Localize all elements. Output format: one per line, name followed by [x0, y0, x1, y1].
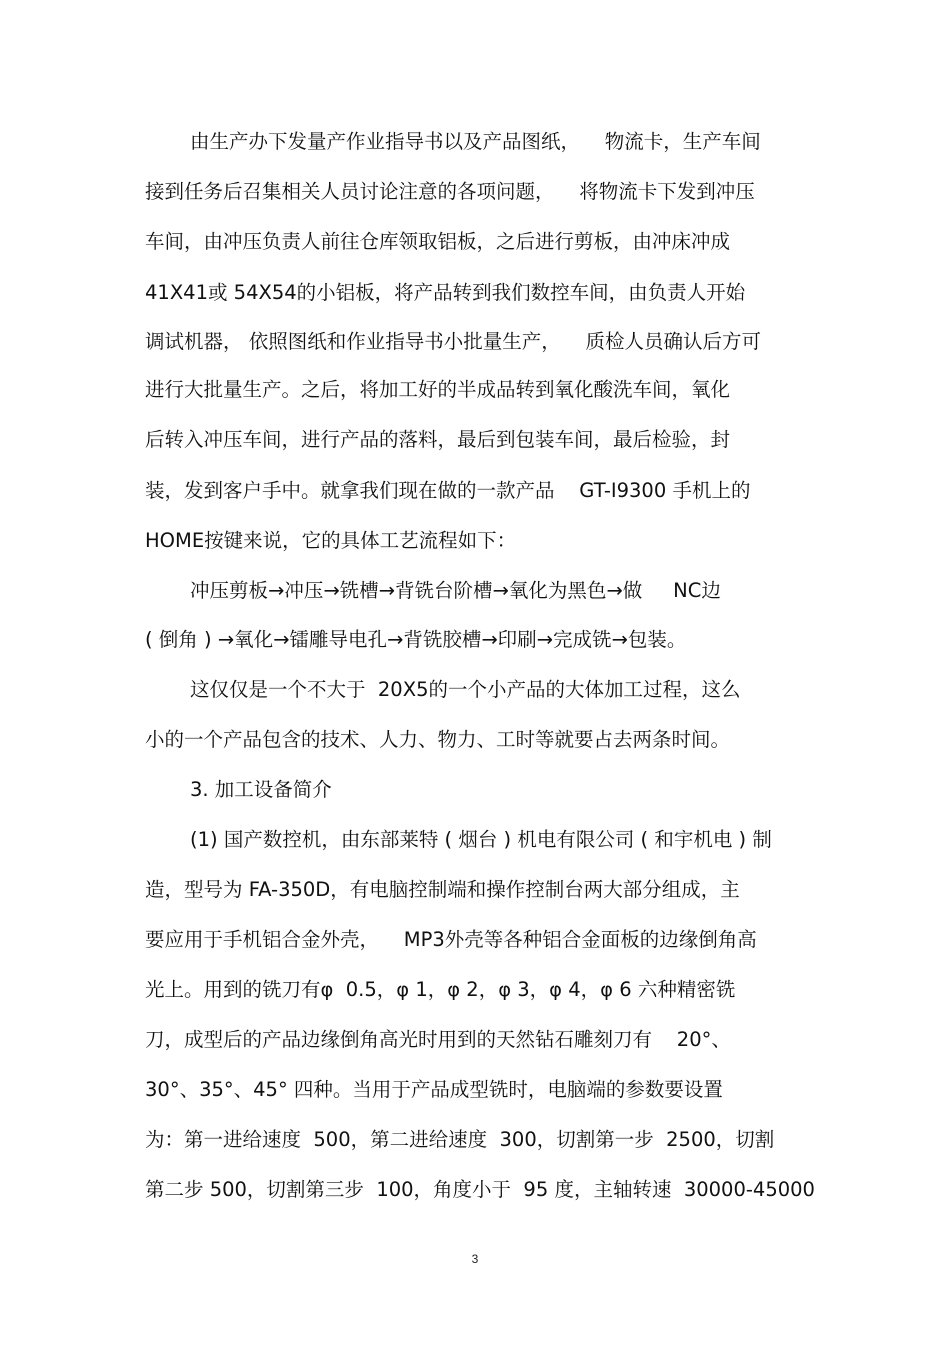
text-line: 冲压剪板→冲压→铣槽→背铣台阶槽→氧化为黑色→做 NC边	[190, 579, 721, 602]
text-line: 30°、35°、45° 四种。当用于产品成型铣时，电脑端的参数要设置	[145, 1078, 723, 1101]
text-line: 调试机器， 依照图纸和作业指导书小批量生产， 质检人员确认后方可	[145, 330, 761, 353]
page-number: 3	[471, 1252, 479, 1266]
text-line: 3. 加工设备简介	[190, 778, 332, 801]
text-line: 光上。用到的铣刀有φ 0.5，φ 1，φ 2，φ 3，φ 4，φ 6 六种精密铣	[145, 978, 736, 1001]
text-line: 后转入冲压车间，进行产品的落料，最后到包装车间，最后检验，封	[145, 428, 731, 451]
text-line: (1) 国产数控机，由东部莱特 ( 烟台 ) 机电有限公司 ( 和宇机电 ) 制	[190, 828, 772, 851]
text-line: 车间，由冲压负责人前往仓库领取铝板，之后进行剪板，由冲床冲成	[145, 230, 731, 253]
text-line: 小的一个产品包含的技术、人力、物力、工时等就要占去两条时间。	[145, 728, 731, 751]
text-line: 第二步 500，切割第三步 100，角度小于 95 度，主轴转速 30000-45000	[145, 1178, 815, 1201]
text-line: 41X41或 54X54的小铝板，将产品转到我们数控车间，由负责人开始	[145, 281, 746, 304]
text-line: ( 倒角 ) →氧化→镭雕导电孔→背铣胶槽→印刷→完成铣→包装。	[145, 628, 687, 651]
text-line: HOME按键来说，它的具体工艺流程如下：	[145, 529, 517, 552]
text-line: 进行大批量生产。之后，将加工好的半成品转到氧化酸洗车间，氧化	[145, 378, 731, 401]
text-line: 要应用于手机铝合金外壳， MP3外壳等各种铝合金面板的边缘倒角高	[145, 928, 757, 951]
text-line: 刀，成型后的产品边缘倒角高光时用到的天然钻石雕刻刀有 20°、	[145, 1028, 731, 1051]
text-line: 这仅仅是一个不大于 20X5的一个小产品的大体加工过程，这么	[190, 678, 741, 701]
text-line: 由生产办下发量产作业指导书以及产品图纸， 物流卡，生产车间	[190, 130, 761, 153]
text-line: 为：第一进给速度 500，第二进给速度 300，切割第一步 2500，切割	[145, 1128, 775, 1151]
text-line: 造，型号为 FA-350D，有电脑控制端和操作控制台两大部分组成，主	[145, 878, 740, 901]
text-line: 接到任务后召集相关人员讨论注意的各项问题， 将物流卡下发到冲压	[145, 180, 755, 203]
text-line: 装，发到客户手中。就拿我们现在做的一款产品 GT-I9300 手机上的	[145, 479, 751, 502]
